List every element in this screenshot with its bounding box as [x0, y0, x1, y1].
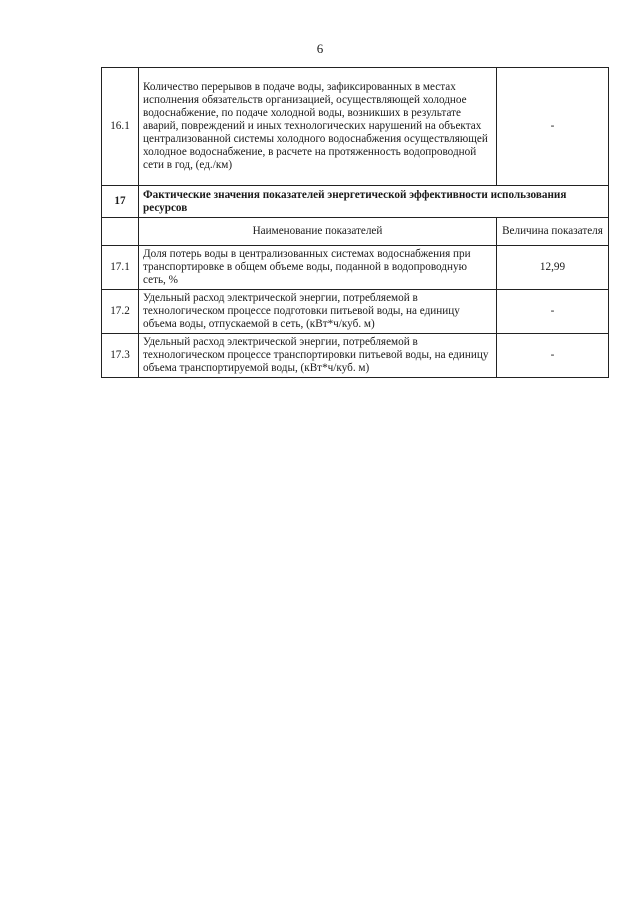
indicator-value: -	[497, 68, 609, 186]
page-number: 6	[316, 41, 324, 56]
section-title: Фактические значения показателей энергетической эффективности использования ресурсов	[139, 186, 609, 218]
indicators-table	[101, 67, 609, 378]
table-row	[102, 68, 609, 186]
column-header-value: Величина показателя	[497, 218, 609, 246]
indicator-value: 12,99	[497, 246, 609, 290]
indicator-value: -	[497, 290, 609, 334]
row-number: 16.1	[102, 68, 139, 186]
column-header-row	[102, 218, 609, 246]
indicator-description: Удельный расход электрической энергии, потребляемой в технологическом процессе подготовки питьевой воды, на единицу объема воды, отпускаемой в сеть, (кВт*ч/куб. м)	[139, 290, 497, 334]
indicator-description: Доля потерь воды в централизованных системах водоснабжения при транспортировке в общем объеме воды, поданной в водопроводную сеть, %	[139, 246, 497, 290]
row-number: 17.1	[102, 246, 139, 290]
section-header-row	[102, 186, 609, 218]
column-header-name: Наименование показателей	[139, 218, 497, 246]
table-row	[102, 290, 609, 334]
indicator-value: -	[497, 334, 609, 378]
table-row	[102, 246, 609, 290]
indicator-description: Удельный расход электрической энергии, потребляемой в технологическом процессе транспортировки питьевой воды, на единицу объема транспортируемой воды, (кВт*ч/куб. м)	[139, 334, 497, 378]
row-number: 17.3	[102, 334, 139, 378]
indicator-description: Количество перерывов в подаче воды, зафиксированных в местах исполнения обязательств организацией, осуществляющей холодное водоснабжение, по подаче холодной воды, возникших в результате аварий, повреждений и иных технологических нарушений на объектах централизованной системы холодного водоснабжения осуществляющей холодное водоснабжение, в расчете на протяженность водопроводной сети в год, (ед./км)	[139, 68, 497, 186]
empty-cell	[102, 218, 139, 246]
section-number: 17	[102, 186, 139, 218]
row-number: 17.2	[102, 290, 139, 334]
table-row	[102, 334, 609, 378]
